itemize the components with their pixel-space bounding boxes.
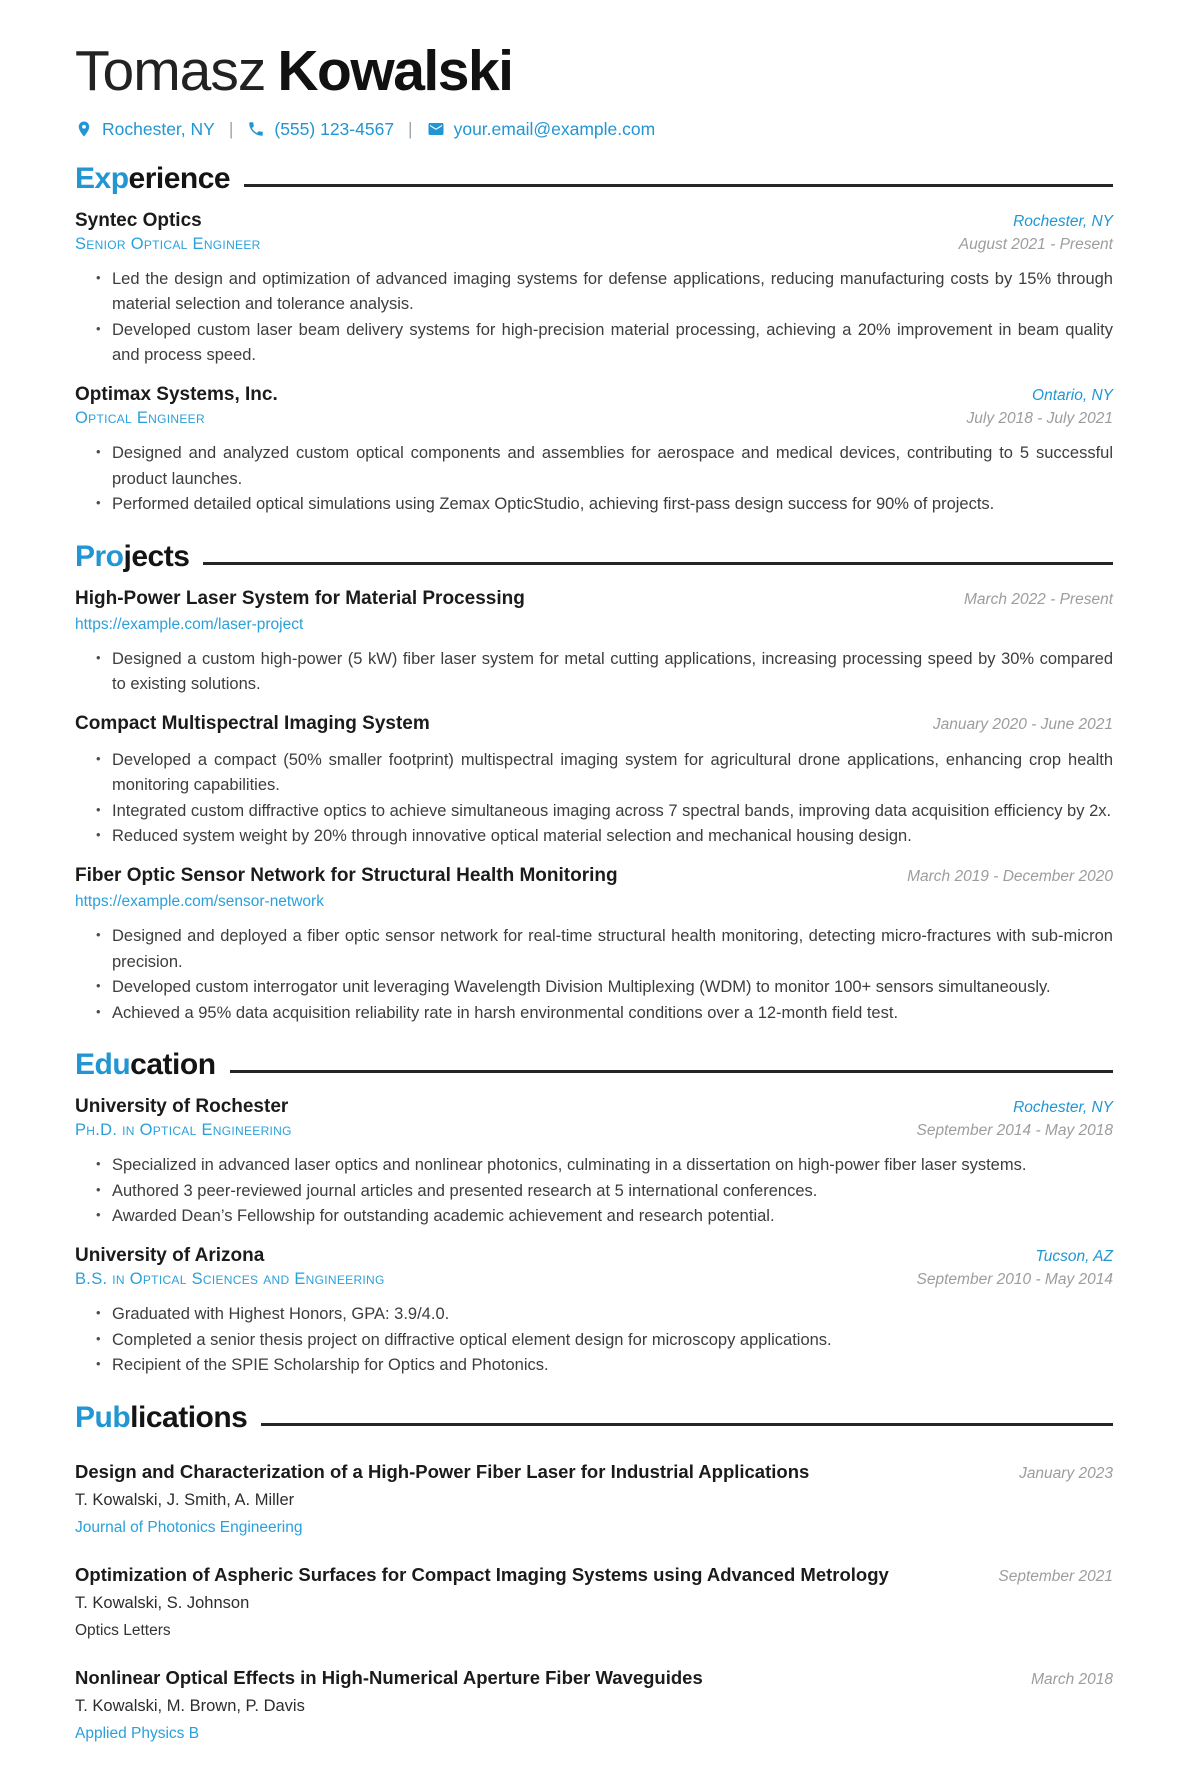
bullet-item: • Reduced system weight by 20% through innovative optical material selection and mechanical housing design. [75, 824, 1113, 850]
publication-date: January 2023 [1019, 1464, 1113, 1482]
phone-text: (555) 123-4567 [274, 118, 395, 139]
degree: Ph.D. in Optical Engineering [75, 1121, 292, 1140]
school-name: University of Arizona [75, 1244, 265, 1266]
publications-heading [75, 1401, 1113, 1434]
experience-entry-optimax [75, 384, 1113, 518]
date-range: January 2020 - June 2021 [932, 715, 1113, 733]
publication-entry-aspheric [75, 1564, 1113, 1640]
project-entry-laser [75, 588, 1113, 698]
contact-separator: | [228, 118, 234, 139]
location-text: Rochester, NY [102, 118, 215, 139]
project-entry-multispectral [75, 713, 1113, 850]
section-title: Publications [75, 1400, 248, 1434]
date-range: September 2010 - May 2014 [916, 1270, 1113, 1288]
section-title: Education [75, 1048, 216, 1082]
publication-journal: Optics Letters [75, 1621, 171, 1639]
location-pin-icon [75, 120, 93, 138]
education-heading [75, 1048, 1113, 1081]
section-title: Projects [75, 539, 190, 573]
bullet-list [75, 267, 1113, 369]
section-rule [230, 1070, 1113, 1073]
project-link[interactable]: https://example.com/sensor-network [75, 893, 324, 910]
project-link[interactable]: https://example.com/laser-project [75, 615, 304, 633]
publication-date: September 2021 [998, 1567, 1113, 1585]
bullet-list [75, 441, 1113, 518]
publication-authors: T. Kowalski, J. Smith, A. Miller [75, 1490, 295, 1509]
bullet-item: • Achieved a 95% data acquisition reliability rate in harsh environmental conditions over a 12-month field test. [75, 1001, 1113, 1027]
publication-journal-link[interactable]: Applied Physics B [75, 1724, 200, 1742]
job-title: Senior Optical Engineer [75, 234, 261, 253]
publication-title: Nonlinear Optical Effects in High-Numerical Aperture Fiber Waveguides [75, 1666, 703, 1688]
bullet-item: • Integrated custom diffractive optics to achieve simultaneous imaging across 7 spectral bands, improving data acquisition efficiency by 2x. [75, 799, 1113, 825]
publication-authors: T. Kowalski, M. Brown, P. Davis [75, 1696, 305, 1715]
contact-email[interactable] [427, 119, 656, 140]
publication-entry-nonlinear [75, 1667, 1113, 1743]
bullet-list [75, 1153, 1113, 1230]
contact-phone [247, 119, 394, 140]
bullet-item: • Graduated with Highest Honors, GPA: 3.9/4.0. [75, 1302, 1113, 1328]
company-location: Rochester, NY [1013, 212, 1113, 230]
section-rule [203, 562, 1113, 565]
bullet-item: • Developed custom laser beam delivery systems for high-precision material processing, achieving a 20% improvement in beam quality and process speed. [75, 318, 1113, 369]
contact-separator: | [408, 118, 413, 139]
phone-icon [247, 120, 265, 138]
job-title: Optical Engineer [75, 408, 205, 427]
bullet-item: • Developed custom interrogator unit leveraging Wavelength Division Multiplexing (WDM) to monitor 100+ sensors simultaneously. [75, 975, 1113, 1001]
section-projects [75, 540, 1113, 1027]
bullet-list [75, 647, 1113, 698]
person-name [75, 40, 1113, 103]
school-name: University of Rochester [75, 1096, 289, 1118]
degree: B.S. in Optical Sciences and Engineering [75, 1269, 385, 1288]
projects-heading [75, 540, 1113, 573]
publication-date: March 2018 [1031, 1670, 1113, 1688]
date-range: August 2021 - Present [958, 235, 1113, 253]
section-rule [244, 184, 1113, 187]
date-range: March 2019 - December 2020 [907, 868, 1113, 885]
publication-authors: T. Kowalski, S. Johnson [75, 1593, 250, 1612]
project-entry-sensor-network [75, 865, 1113, 1026]
bullet-item: • Completed a senior thesis project on diffractive optical element design for microscopy applications. [75, 1328, 1113, 1354]
bullet-item: • Awarded Dean’s Fellowship for outstanding academic achievement and research potential. [75, 1204, 1113, 1230]
envelope-icon [427, 120, 445, 138]
project-name: High-Power Laser System for Material Processing [75, 587, 525, 609]
experience-heading [75, 162, 1113, 195]
publication-title: Design and Characterization of a High-Power Fiber Laser for Industrial Applications [75, 1460, 810, 1482]
first-name: Tomasz [75, 39, 266, 103]
contact-row [75, 119, 1113, 140]
bullet-item: • Specialized in advanced laser optics and nonlinear photonics, culminating in a dissertation on high-power fiber laser systems. [75, 1153, 1113, 1179]
bullet-list [75, 748, 1113, 850]
date-range: July 2018 - July 2021 [966, 409, 1113, 427]
bullet-item: • Designed and deployed a fiber optic sensor network for real-time structural health monitoring, detecting micro-fractures with sub-micron precision. [75, 924, 1113, 975]
section-education [75, 1048, 1113, 1378]
email-text: your.email@example.com [453, 118, 656, 139]
contact-location [75, 119, 215, 140]
bullet-list [75, 924, 1113, 1026]
bullet-item: • Designed a custom high-power (5 kW) fiber laser system for metal cutting applications, increasing processing speed by 30% compared to existing solutions. [75, 647, 1113, 698]
section-rule [261, 1423, 1113, 1426]
section-title: Experience [75, 161, 231, 195]
publication-title: Optimization of Aspheric Surfaces for Compact Imaging Systems using Advanced Metrology [75, 1563, 889, 1585]
date-range: March 2022 - Present [963, 590, 1113, 608]
project-name: Fiber Optic Sensor Network for Structural Health Monitoring [75, 865, 618, 886]
bullet-item: • Recipient of the SPIE Scholarship for Optics and Photonics. [75, 1353, 1113, 1379]
bullet-item: • Designed and analyzed custom optical components and assemblies for aerospace and medical devices, contributing to 5 successful product launches. [75, 441, 1113, 492]
section-publications [75, 1401, 1113, 1743]
last-name: Kowalski [277, 39, 513, 103]
publication-entry-fiber-laser [75, 1461, 1113, 1537]
experience-entry-syntec [75, 210, 1113, 369]
school-location: Tucson, AZ [1035, 1247, 1113, 1265]
school-location: Rochester, NY [1013, 1099, 1113, 1117]
education-entry-rochester [75, 1096, 1113, 1230]
bullet-list [75, 1302, 1113, 1379]
company-name: Optimax Systems, Inc. [75, 383, 278, 405]
publication-journal-link[interactable]: Journal of Photonics Engineering [75, 1518, 303, 1536]
section-experience [75, 162, 1113, 518]
company-name: Syntec Optics [75, 209, 202, 231]
date-range: September 2014 - May 2018 [916, 1122, 1113, 1140]
bullet-item: • Developed a compact (50% smaller footprint) multispectral imaging system for agricultural drone applications, enhancing crop health monitoring capabilities. [75, 748, 1113, 799]
education-entry-arizona [75, 1245, 1113, 1379]
bullet-item: • Led the design and optimization of advanced imaging systems for defense applications, reducing manufacturing costs by 15% through material selection and tolerance analysis. [75, 267, 1113, 318]
bullet-item: • Authored 3 peer-reviewed journal articles and presented research at 5 international conferences. [75, 1179, 1113, 1205]
company-location: Ontario, NY [1032, 386, 1113, 404]
project-name: Compact Multispectral Imaging System [75, 712, 430, 734]
bullet-item: • Performed detailed optical simulations using Zemax OpticStudio, achieving first-pass design success for 90% of projects. [75, 492, 1113, 518]
